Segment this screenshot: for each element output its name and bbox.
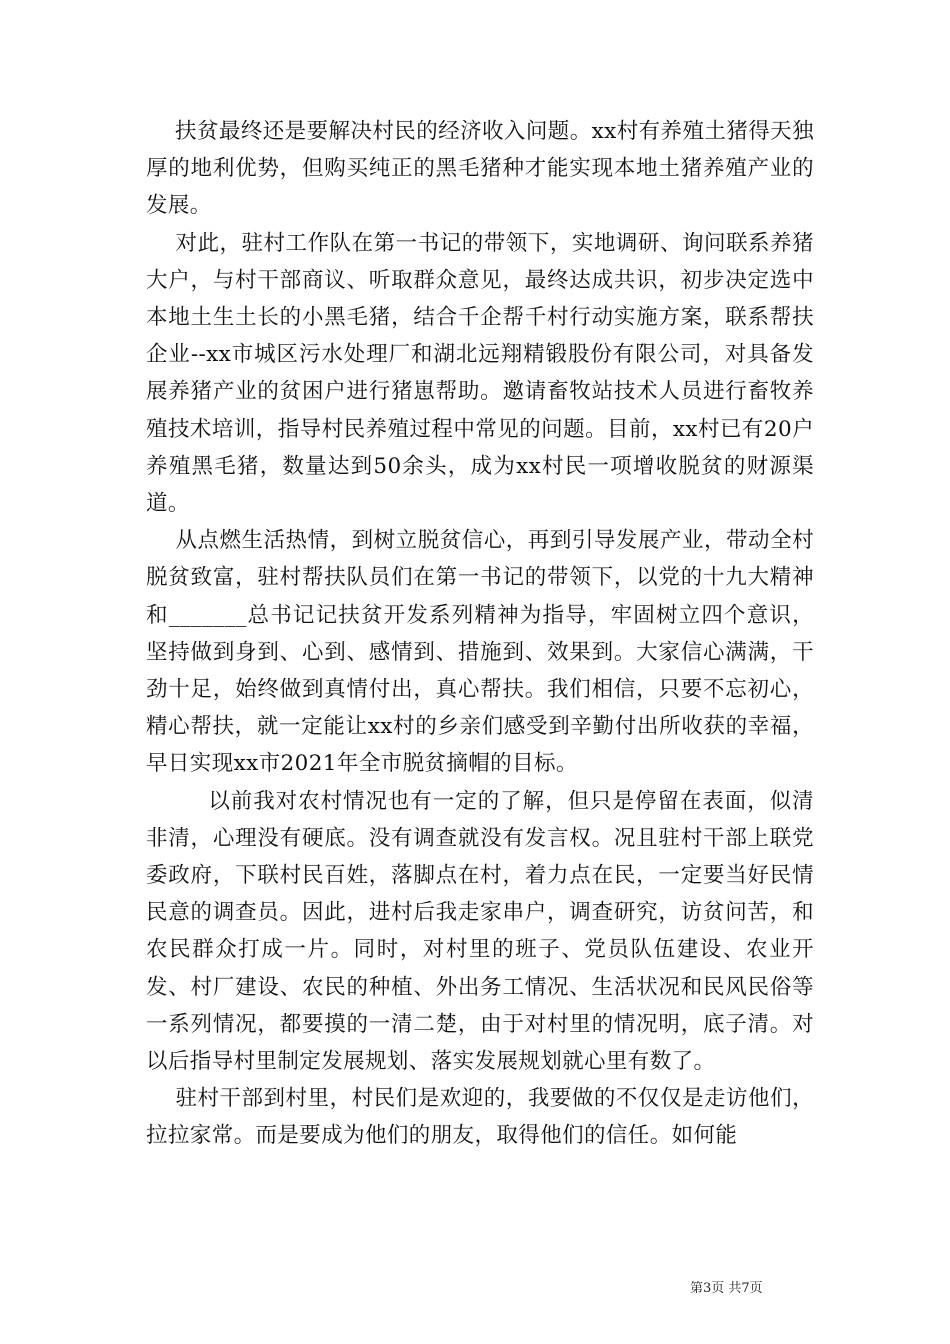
paragraph-2: 对此，驻村工作队在第一书记的带领下，实地调研、询问联系养猪大户，与村干部商议、听取群众意见，最终达成共识，初步决定选中本地土生土长的小黑毛猪，结合千企帮千村行动实施方案，联系帮扶企业--xx市城区污水处理厂和湖北远翔精锻股份有限公司，对具备发展养猪产业的贫困户进行猪崽帮助。邀请畜牧站技术人员进行畜牧养殖技术培训，指导村民养殖过程中常见的问题。目前，xx村已有20户养殖黑毛猪，数量达到50余头，成为xx村民一项增收脱贫的财源渠道。 — [146, 230, 814, 517]
paragraph-1: 扶贫最终还是要解决村民的经济收入问题。xx村有养殖土猪得天独厚的地利优势，但购买纯正的黑毛猪种才能实现本地土猪养殖产业的发展。 — [146, 119, 814, 219]
paragraph-4: 以前我对农村情况也有一定的了解，但只是停留在表面，似清非清，心理没有硬底。没有调查就没有发言权。况且驻村干部上联党委政府，下联村民百姓，落脚点在村，着力点在民，一定要当好民情民意的调查员。因此，进村后我走家串户，调查研究，访贫问苦，和农民群众打成一片。同时，对村里的班子、党员队伍建设、农业开发、村厂建设、农民的种植、外出务工情况、生活状况和民风民俗等一系列情况，都要摸的一清二楚，由于对村里的情况明，底子清。对以后指导村里制定发展规划、落实发展规划就心里有数了。 — [146, 788, 815, 1075]
document-body — [146, 113, 814, 1155]
page-number-footer: 第3页 共7页 — [690, 1281, 763, 1296]
paragraph-3: 从点燃生活热情，到树立脱贫信心，再到引导发展产业，带动全村脱贫致富，驻村帮扶队员们在第一书记的带领下，以党的十九大精神和_______总书记记扶贫开发系列精神为指导，牢固树立四个意识，坚持做到身到、心到、感情到、措施到、效果到。大家信心满满，干劲十足，始终做到真情付出，真心帮扶。我们相信，只要不忘初心，精心帮扶，就一定能让xx村的乡亲们感受到辛勤付出所收获的幸福，早日实现xx市2021年全市脱贫摘帽的目标。 — [146, 528, 814, 777]
paragraph-5: 驻村干部到村里，村民们是欢迎的，我要做的不仅仅是走访他们，拉拉家常。而是要成为他们的朋友，取得他们的信任。如何能 — [146, 1086, 814, 1149]
